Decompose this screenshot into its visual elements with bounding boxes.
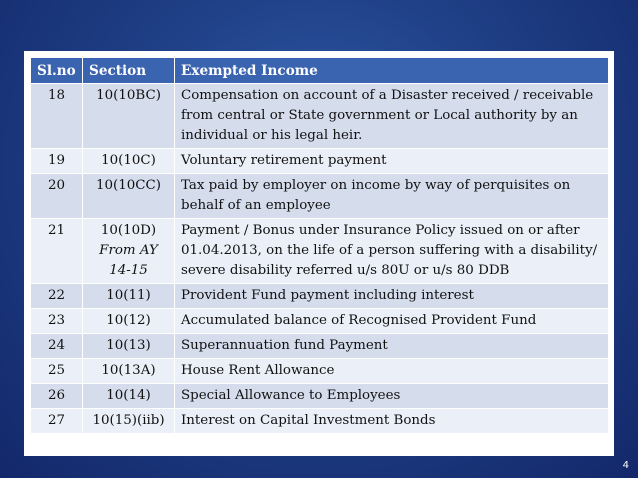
slno-cell: 24: [31, 334, 83, 359]
table-row: [31, 284, 609, 309]
slno-cell: 26: [31, 384, 83, 409]
section-cell: 10(13): [83, 334, 175, 359]
slno-cell: 27: [31, 409, 83, 434]
income-cell: Compensation on account of a Disaster received / receivable from central or State government or Local authority by an individual or his legal heir.: [175, 84, 609, 149]
table-header-row: [31, 58, 609, 84]
section-note: From AY 14-15: [99, 243, 158, 278]
income-cell: Voluntary retirement payment: [175, 149, 609, 174]
slno-cell: 22: [31, 284, 83, 309]
table-row: [31, 149, 609, 174]
header-slno: Sl.no: [31, 58, 83, 84]
income-cell: Superannuation fund Payment: [175, 334, 609, 359]
table-row: [31, 359, 609, 384]
section-cell: 10(12): [83, 309, 175, 334]
table-row: [31, 309, 609, 334]
section-cell: 10(10C): [83, 149, 175, 174]
income-cell: Payment / Bonus under Insurance Policy issued on or after 01.04.2013, on the life of a person suffering with a disability/ severe disability referred u/s 80U or u/s 80 DDB: [175, 219, 609, 284]
section-cell: 10(11): [83, 284, 175, 309]
table-row: [31, 84, 609, 149]
section-cell: 10(14): [83, 384, 175, 409]
slno-cell: 25: [31, 359, 83, 384]
section-cell: 10(10BC): [83, 84, 175, 149]
table-row: [31, 409, 609, 434]
table-row: [31, 174, 609, 219]
section-cell: [83, 219, 175, 284]
table-row: [31, 334, 609, 359]
income-cell: House Rent Allowance: [175, 359, 609, 384]
page-number: 4: [622, 460, 629, 471]
section-cell: 10(15)(iib): [83, 409, 175, 434]
exempted-income-table: [30, 57, 609, 434]
income-cell: Provident Fund payment including interest: [175, 284, 609, 309]
slno-cell: 18: [31, 84, 83, 149]
table-row: [31, 219, 609, 284]
slno-cell: 21: [31, 219, 83, 284]
header-exempted-income: Exempted Income: [175, 58, 609, 84]
section-code: 10(10D): [100, 223, 157, 238]
income-cell: Special Allowance to Employees: [175, 384, 609, 409]
header-section: Section: [83, 58, 175, 84]
income-cell: Tax paid by employer on income by way of perquisites on behalf of an employee: [175, 174, 609, 219]
income-cell: Interest on Capital Investment Bonds: [175, 409, 609, 434]
slno-cell: 19: [31, 149, 83, 174]
slno-cell: 20: [31, 174, 83, 219]
income-cell: Accumulated balance of Recognised Provident Fund: [175, 309, 609, 334]
slno-cell: 23: [31, 309, 83, 334]
table-row: [31, 384, 609, 409]
section-cell: 10(13A): [83, 359, 175, 384]
section-cell: 10(10CC): [83, 174, 175, 219]
